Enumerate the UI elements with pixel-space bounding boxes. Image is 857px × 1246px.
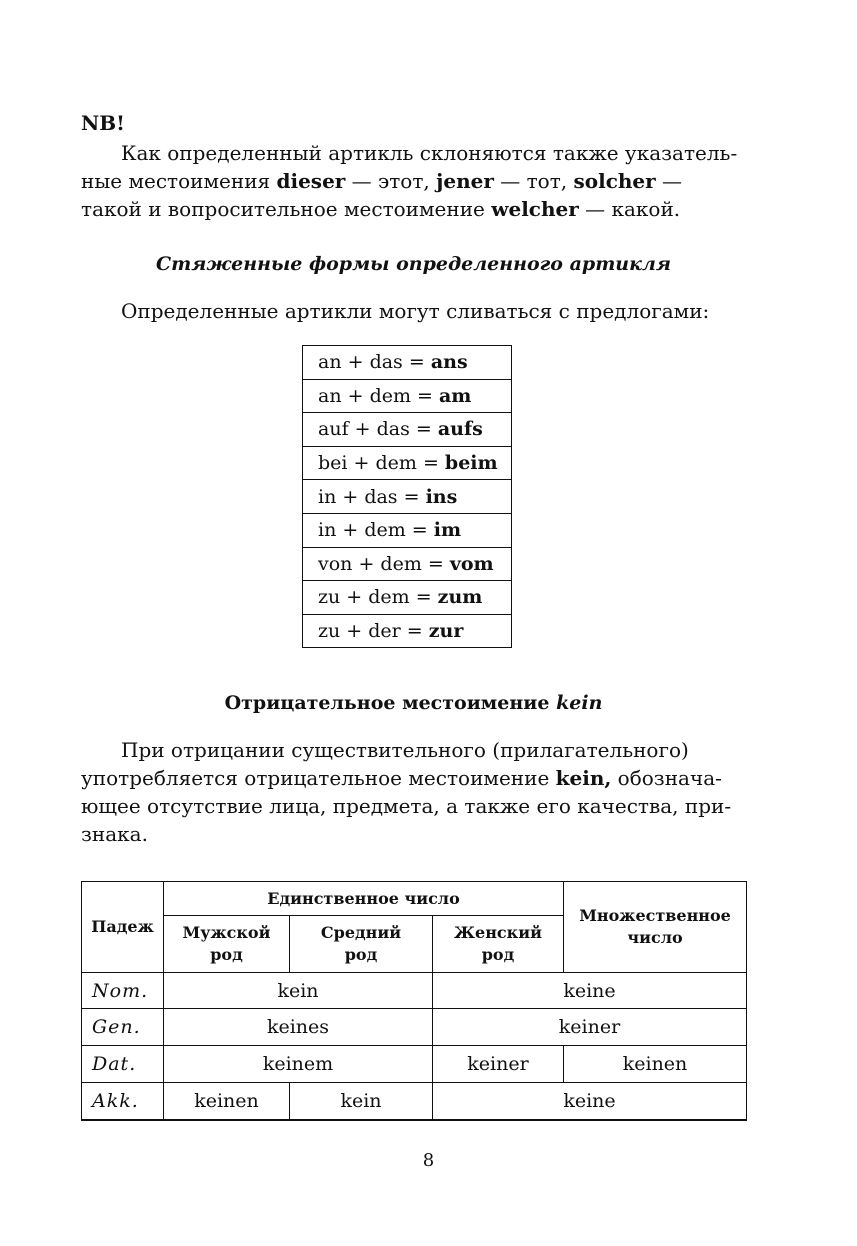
page-number: 8 [422,1150,435,1171]
term-welcher: welcher [491,197,579,221]
text: Как определенный артикль склоняются также указатель-ные местоимения [81,141,738,193]
table-cell: keine [433,973,747,1009]
text: — этот, [345,169,437,193]
header-case: Падеж [82,882,164,973]
table-cell: zu + der = zur [303,614,512,648]
table-row [82,1046,747,1083]
table-row [303,413,512,447]
term-dieser: dieser [276,169,346,193]
table-cell: von + dem = vom [303,547,512,581]
header-neuter: Средний род [290,916,433,973]
header-feminine: Женский род [433,916,564,973]
text: — такой и вопросительное местоимение [81,169,683,221]
term-jener: jener [436,169,494,193]
case-cell: Gen. [82,1009,164,1046]
header-plural: Множественное число [564,882,747,973]
table-cell: an + dem = am [303,379,512,413]
table-row [303,513,512,547]
table-cell: kein [290,1083,433,1120]
table-row [82,1009,747,1046]
table-row [82,882,747,916]
table-row [303,446,512,480]
paragraph-demonstratives [81,139,746,223]
contractions-table [302,345,512,648]
header-masculine: Мужской род [164,916,290,973]
nb-label: NB! [81,111,125,135]
table-row [303,379,512,413]
case-cell: Dat. [82,1046,164,1083]
paragraph-kein [81,736,746,848]
table-cell: keine [433,1083,747,1120]
table-cell: keinen [164,1083,290,1120]
text: — какой. [578,197,681,221]
table-cell: zu + dem = zum [303,581,512,615]
table-row [303,346,512,380]
table-cell: bei + dem = beim [303,446,512,480]
table-cell: keinem [164,1046,433,1083]
table-cell: in + das = ins [303,480,512,514]
table-row [303,480,512,514]
table-row [82,973,747,1009]
text: Отрицательное местоимение [224,692,557,714]
text: — тот, [493,169,574,193]
table-cell: keines [164,1009,433,1046]
table-cell: an + das = ans [303,346,512,380]
heading-contractions: Стяженные формы определенного артикля [156,253,671,275]
intro-text: Определенные артикли могут сливаться с предлогами: [121,299,710,323]
term-solcher: solcher [573,169,656,193]
table-row [303,614,512,648]
table-cell: in + dem = im [303,513,512,547]
table-row [303,581,512,615]
case-cell: Akk. [82,1083,164,1120]
term-kein: kein [556,692,603,714]
kein-declension-table [81,881,747,1121]
table-cell: kein [164,973,433,1009]
table-cell: keiner [433,1046,564,1083]
table-cell: keiner [433,1009,747,1046]
text: обознача-ющее отсутствие лица, предмета, а также его качества, при-знака. [81,766,732,846]
table-cell: auf + das = aufs [303,413,512,447]
table-row [82,1083,747,1120]
text: При отрицании существительного (прилагательного) употребляется отрицательное местоимение [81,738,689,790]
table-cell: keinen [564,1046,747,1083]
heading-kein [81,692,746,714]
case-cell: Nom. [82,973,164,1009]
table-row [303,547,512,581]
term-kein: kein, [555,766,612,790]
header-singular: Единственное число [164,882,564,916]
